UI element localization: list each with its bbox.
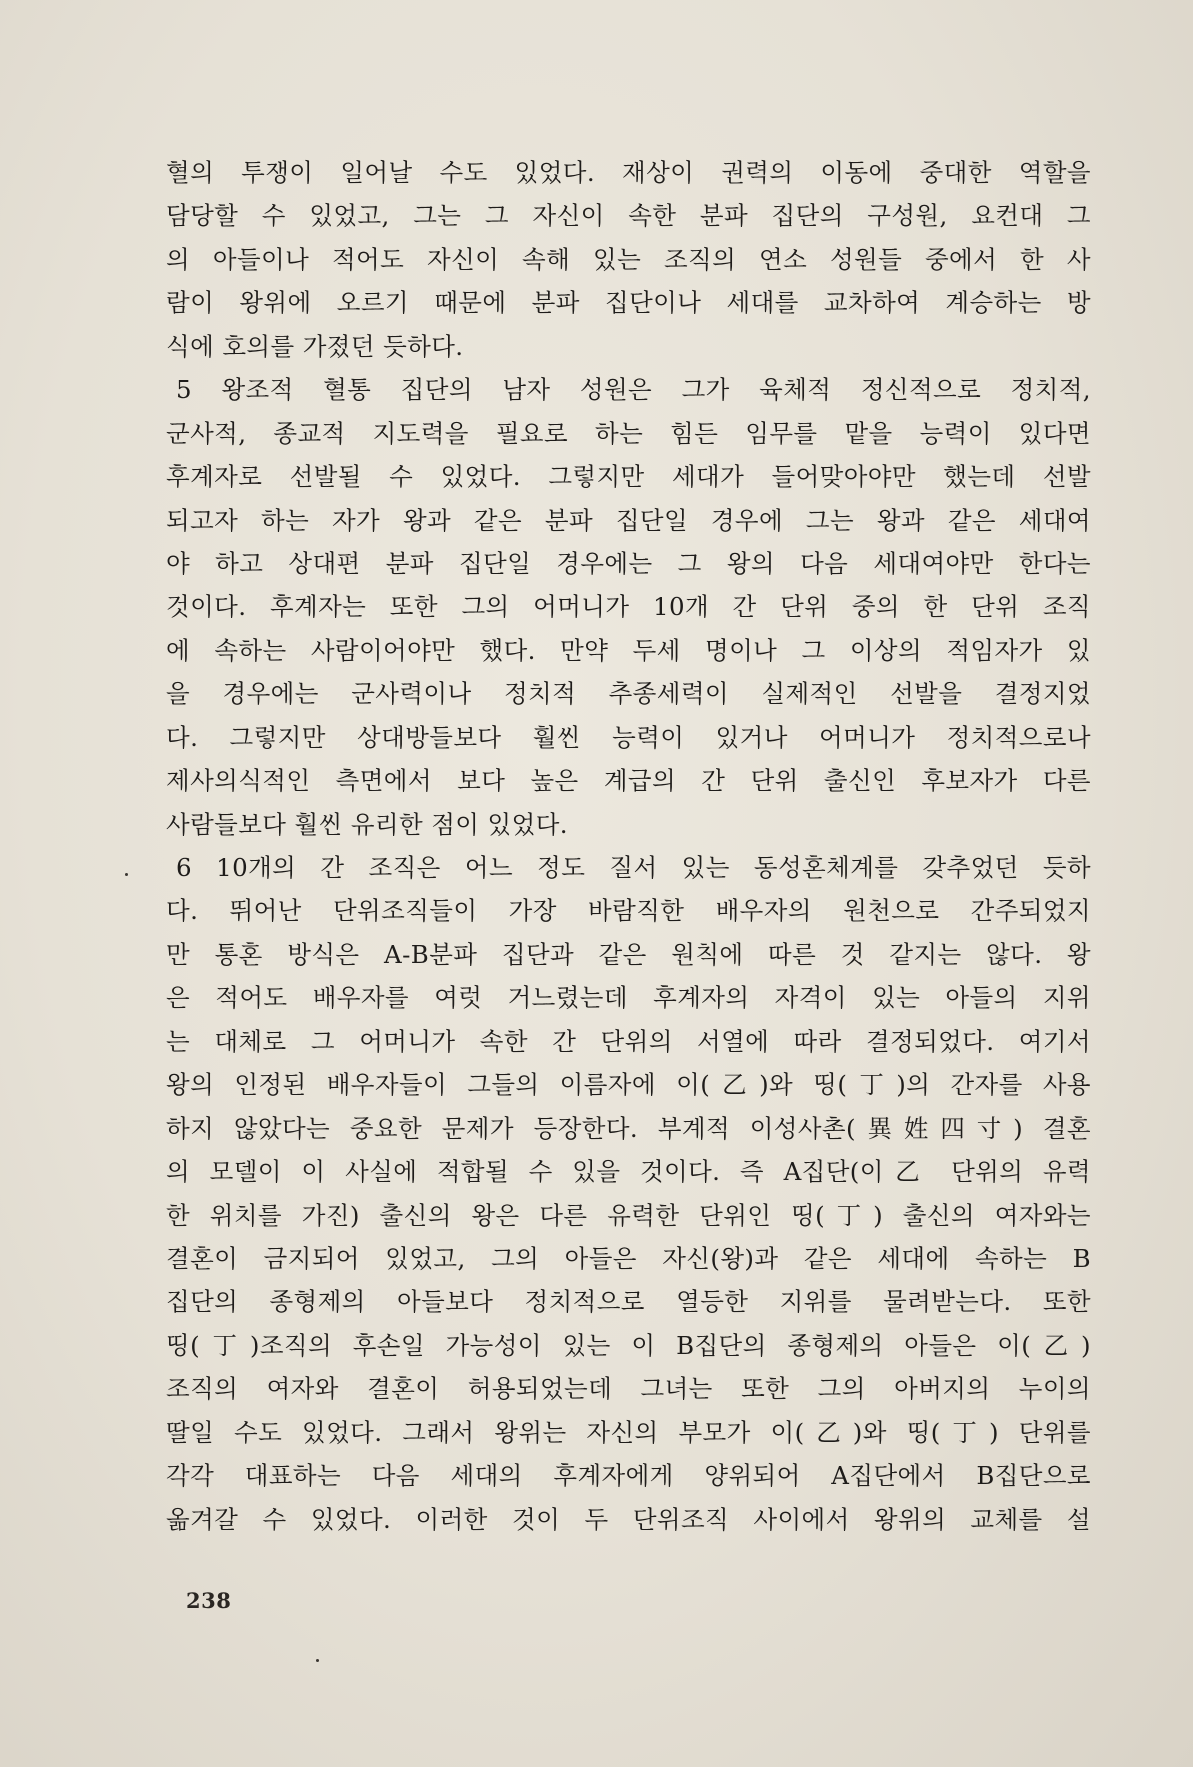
text-line: 하지 않았다는 중요한 문제가 등장한다. 부계적 이성사촌(異姓四寸) 결혼 [166, 1113, 1091, 1143]
text-line: 다. 뛰어난 단위조직들이 가장 바람직한 배우자의 원천으로 간주되었지 [166, 896, 1091, 926]
text-line: 은 적어도 배우자를 여럿 거느렸는데 후계자의 자격이 있는 아들의 지위 [166, 983, 1091, 1013]
text-line: 집단의 종형제의 아들보다 정치적으로 열등한 지위를 물려받는다. 또한 [166, 1287, 1091, 1317]
text-line: 의 모델이 이 사실에 적합될 수 있을 것이다. 즉 A집단(이乙 단위의 유력 [166, 1157, 1091, 1187]
paragraph-start-line: 5 왕조적 혈통 집단의 남자 성원은 그가 육체적 정신적으로 정치적, [176, 375, 1091, 405]
text-line: 야 하고 상대편 분파 집단일 경우에는 그 왕의 다음 세대여야만 한다는 [166, 548, 1091, 578]
text-line: 람이 왕위에 오르기 때문에 분파 집단이나 세대를 교차하여 계승하는 방 [166, 288, 1091, 318]
page-number: 238 [186, 1588, 232, 1613]
text-line: 담당할 수 있었고, 그는 그 자신이 속한 분파 집단의 구성원, 요컨대 그 [166, 201, 1091, 231]
text-line: 는 대체로 그 어머니가 속한 간 단위의 서열에 따라 결정되었다. 여기서 [166, 1026, 1091, 1056]
text-line: 결혼이 금지되어 있었고, 그의 아들은 자신(왕)과 같은 세대에 속하는 B [166, 1243, 1091, 1273]
text-line: 만 통혼 방식은 A-B분파 집단과 같은 원칙에 따른 것 같지는 않다. 왕 [166, 939, 1091, 969]
text-line: 조직의 여자와 결혼이 허용되었는데 그녀는 또한 그의 아버지의 누이의 [166, 1374, 1091, 1404]
paragraph-start-line: 6 10개의 간 조직은 어느 정도 질서 있는 동성혼체계를 갖추었던 듯하 [176, 853, 1091, 882]
text-line: 사람들보다 훨씬 유리한 점이 있었다. [166, 809, 568, 839]
text-line: 혈의 투쟁이 일어날 수도 있었다. 재상이 권력의 이동에 중대한 역할을 [166, 158, 1091, 187]
print-speck [316, 1659, 319, 1662]
text-line: 옮겨갈 수 있었다. 이러한 것이 두 단위조직 사이에서 왕위의 교체를 설 [166, 1504, 1091, 1534]
text-line: 제사의식적인 측면에서 보다 높은 계급의 간 단위 출신인 후보자가 다른 [166, 766, 1091, 796]
text-line: 것이다. 후계자는 또한 그의 어머니가 10개 간 단위 중의 한 단위 조직 [166, 592, 1091, 622]
text-line: 한 위치를 가진) 출신의 왕은 다른 유력한 단위인 띵(丁) 출신의 여자와는 [166, 1200, 1091, 1230]
text-line: 각각 대표하는 다음 세대의 후계자에게 양위되어 A집단에서 B집단으로 [166, 1461, 1091, 1491]
text-line: 을 경우에는 군사력이나 정치적 추종세력이 실제적인 선발을 결정지었 [166, 679, 1091, 709]
text-line: 딸일 수도 있었다. 그래서 왕위는 자신의 부모가 이(乙)와 띵(丁) 단위를 [166, 1417, 1091, 1447]
text-line: 에 속하는 사람이어야만 했다. 만약 두세 명이나 그 이상의 적임자가 있 [166, 635, 1091, 665]
print-speck [125, 873, 128, 876]
text-line: 되고자 하는 자가 왕과 같은 분파 집단일 경우에 그는 왕과 같은 세대여 [166, 505, 1091, 535]
text-line: 군사적, 종교적 지도력을 필요로 하는 힘든 임무를 맡을 능력이 있다면 [166, 418, 1091, 448]
text-line: 후계자로 선발될 수 있었다. 그렇지만 세대가 들어맞아야만 했는데 선발 [166, 462, 1091, 492]
body-text [166, 151, 1091, 1541]
text-line: 식에 호의를 가졌던 듯하다. [166, 331, 464, 361]
text-line: 다. 그렇지만 상대방들보다 훨씬 능력이 있거나 어머니가 정치적으로나 [166, 722, 1091, 752]
text-line: 의 아들이나 적어도 자신이 속해 있는 조직의 연소 성원들 중에서 한 사 [166, 244, 1091, 274]
text-line: 왕의 인정된 배우자들이 그들의 이름자에 이(乙)와 띵(丁)의 간자를 사용 [166, 1070, 1091, 1100]
text-line: 띵(丁)조직의 후손일 가능성이 있는 이 B집단의 종형제의 아들은 이(乙) [166, 1330, 1091, 1360]
